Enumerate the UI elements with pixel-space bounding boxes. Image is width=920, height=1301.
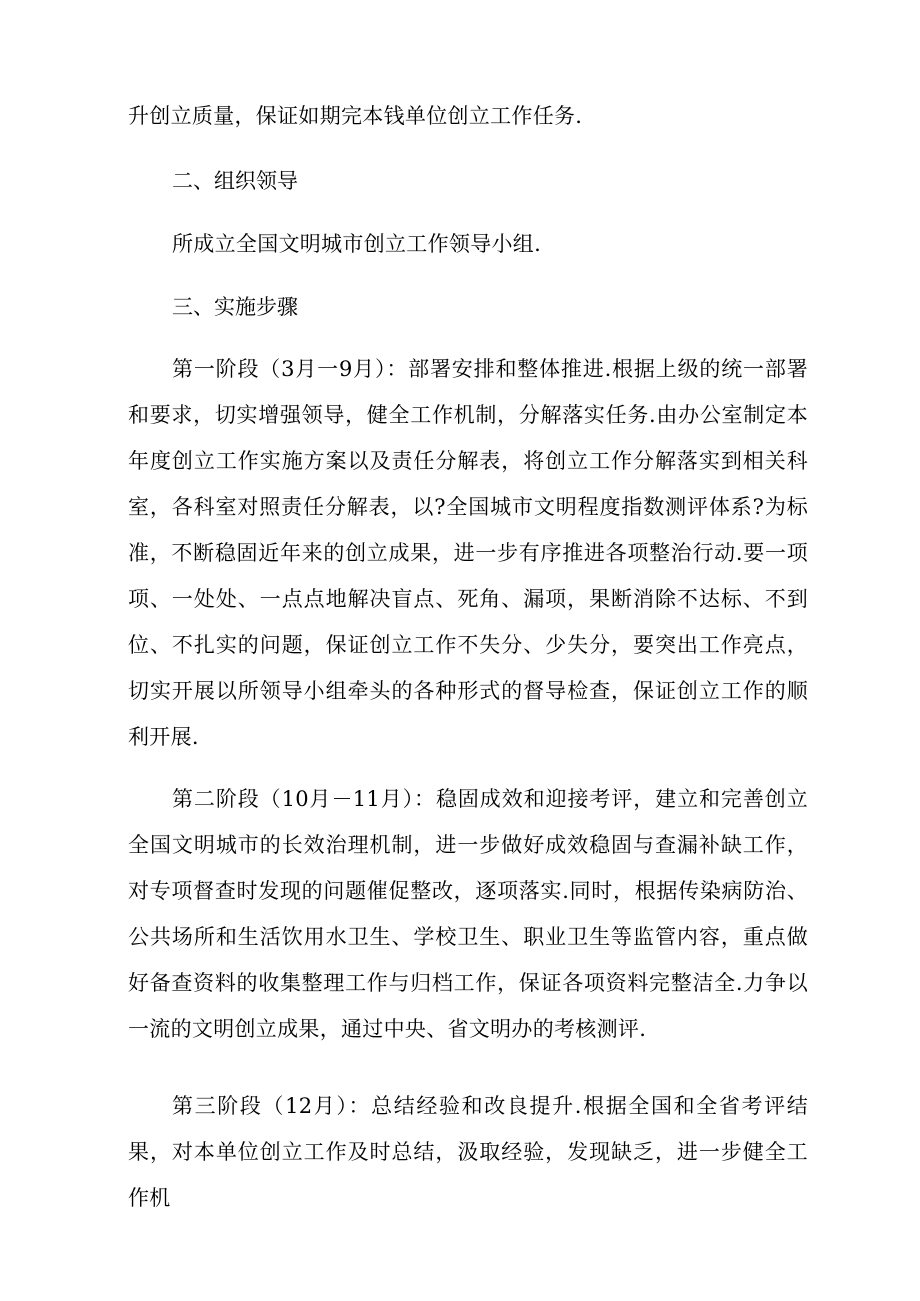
paragraph-leadership-group: 所成立全国文明城市创立工作领导小组. <box>172 232 542 256</box>
paragraph-continuation: 升创立质量，保证如期完本钱单位创立工作任务. <box>128 104 583 128</box>
section-heading-organization: 二、组织领导 <box>172 169 298 193</box>
paragraph-phase-one: 第一阶段（3月一9月）：部署安排和整体推进.根据上级的统一部署和要求，切实增强领导，健全工作机制，分解落实任务.由办公室制定本年度创立工作实施方案以及责任分解表，将创立工作分解落实到相关科室，各科室对照责任分解表，以?全国城市文明程度指数测评体系?为标准，不断稳固近年来的创立成果，进一步有序推进各项整治行动.要一项项、一处处、一点点地解决盲点、死角、漏项，果断消除不达标、不到位、不扎实的问题，保证创立工作不失分、少失分，要突出工作亮点，切实开展以所领导小组牵头的各种形式的督导检查，保证创立工作的顺利开展. <box>128 357 808 749</box>
paragraph-phase-two: 第二阶段（10月－11月）：稳固成效和迎接考评，建立和完善创立全国文明城市的长效治理机制，进一步做好成效稳固与查漏补缺工作，对专项督查时发现的问题催促整改，逐项落实.同时，根据传染病防治、公共场所和生活饮用水卫生、学校卫生、职业卫生等监管内容，重点做好备查资料的收集整理工作与归档工作，保证各项资料完整洁全.力争以一流的文明创立成果，通过中央、省文明办的考核测评. <box>128 787 808 1041</box>
section-heading-implementation: 三、实施步骤 <box>172 295 298 319</box>
paragraph-phase-three: 第三阶段（12月）：总结经验和改良提升.根据全国和全省考评结果，对本单位创立工作及时总结，汲取经验，发现缺乏，进一步健全工作机 <box>128 1094 808 1210</box>
